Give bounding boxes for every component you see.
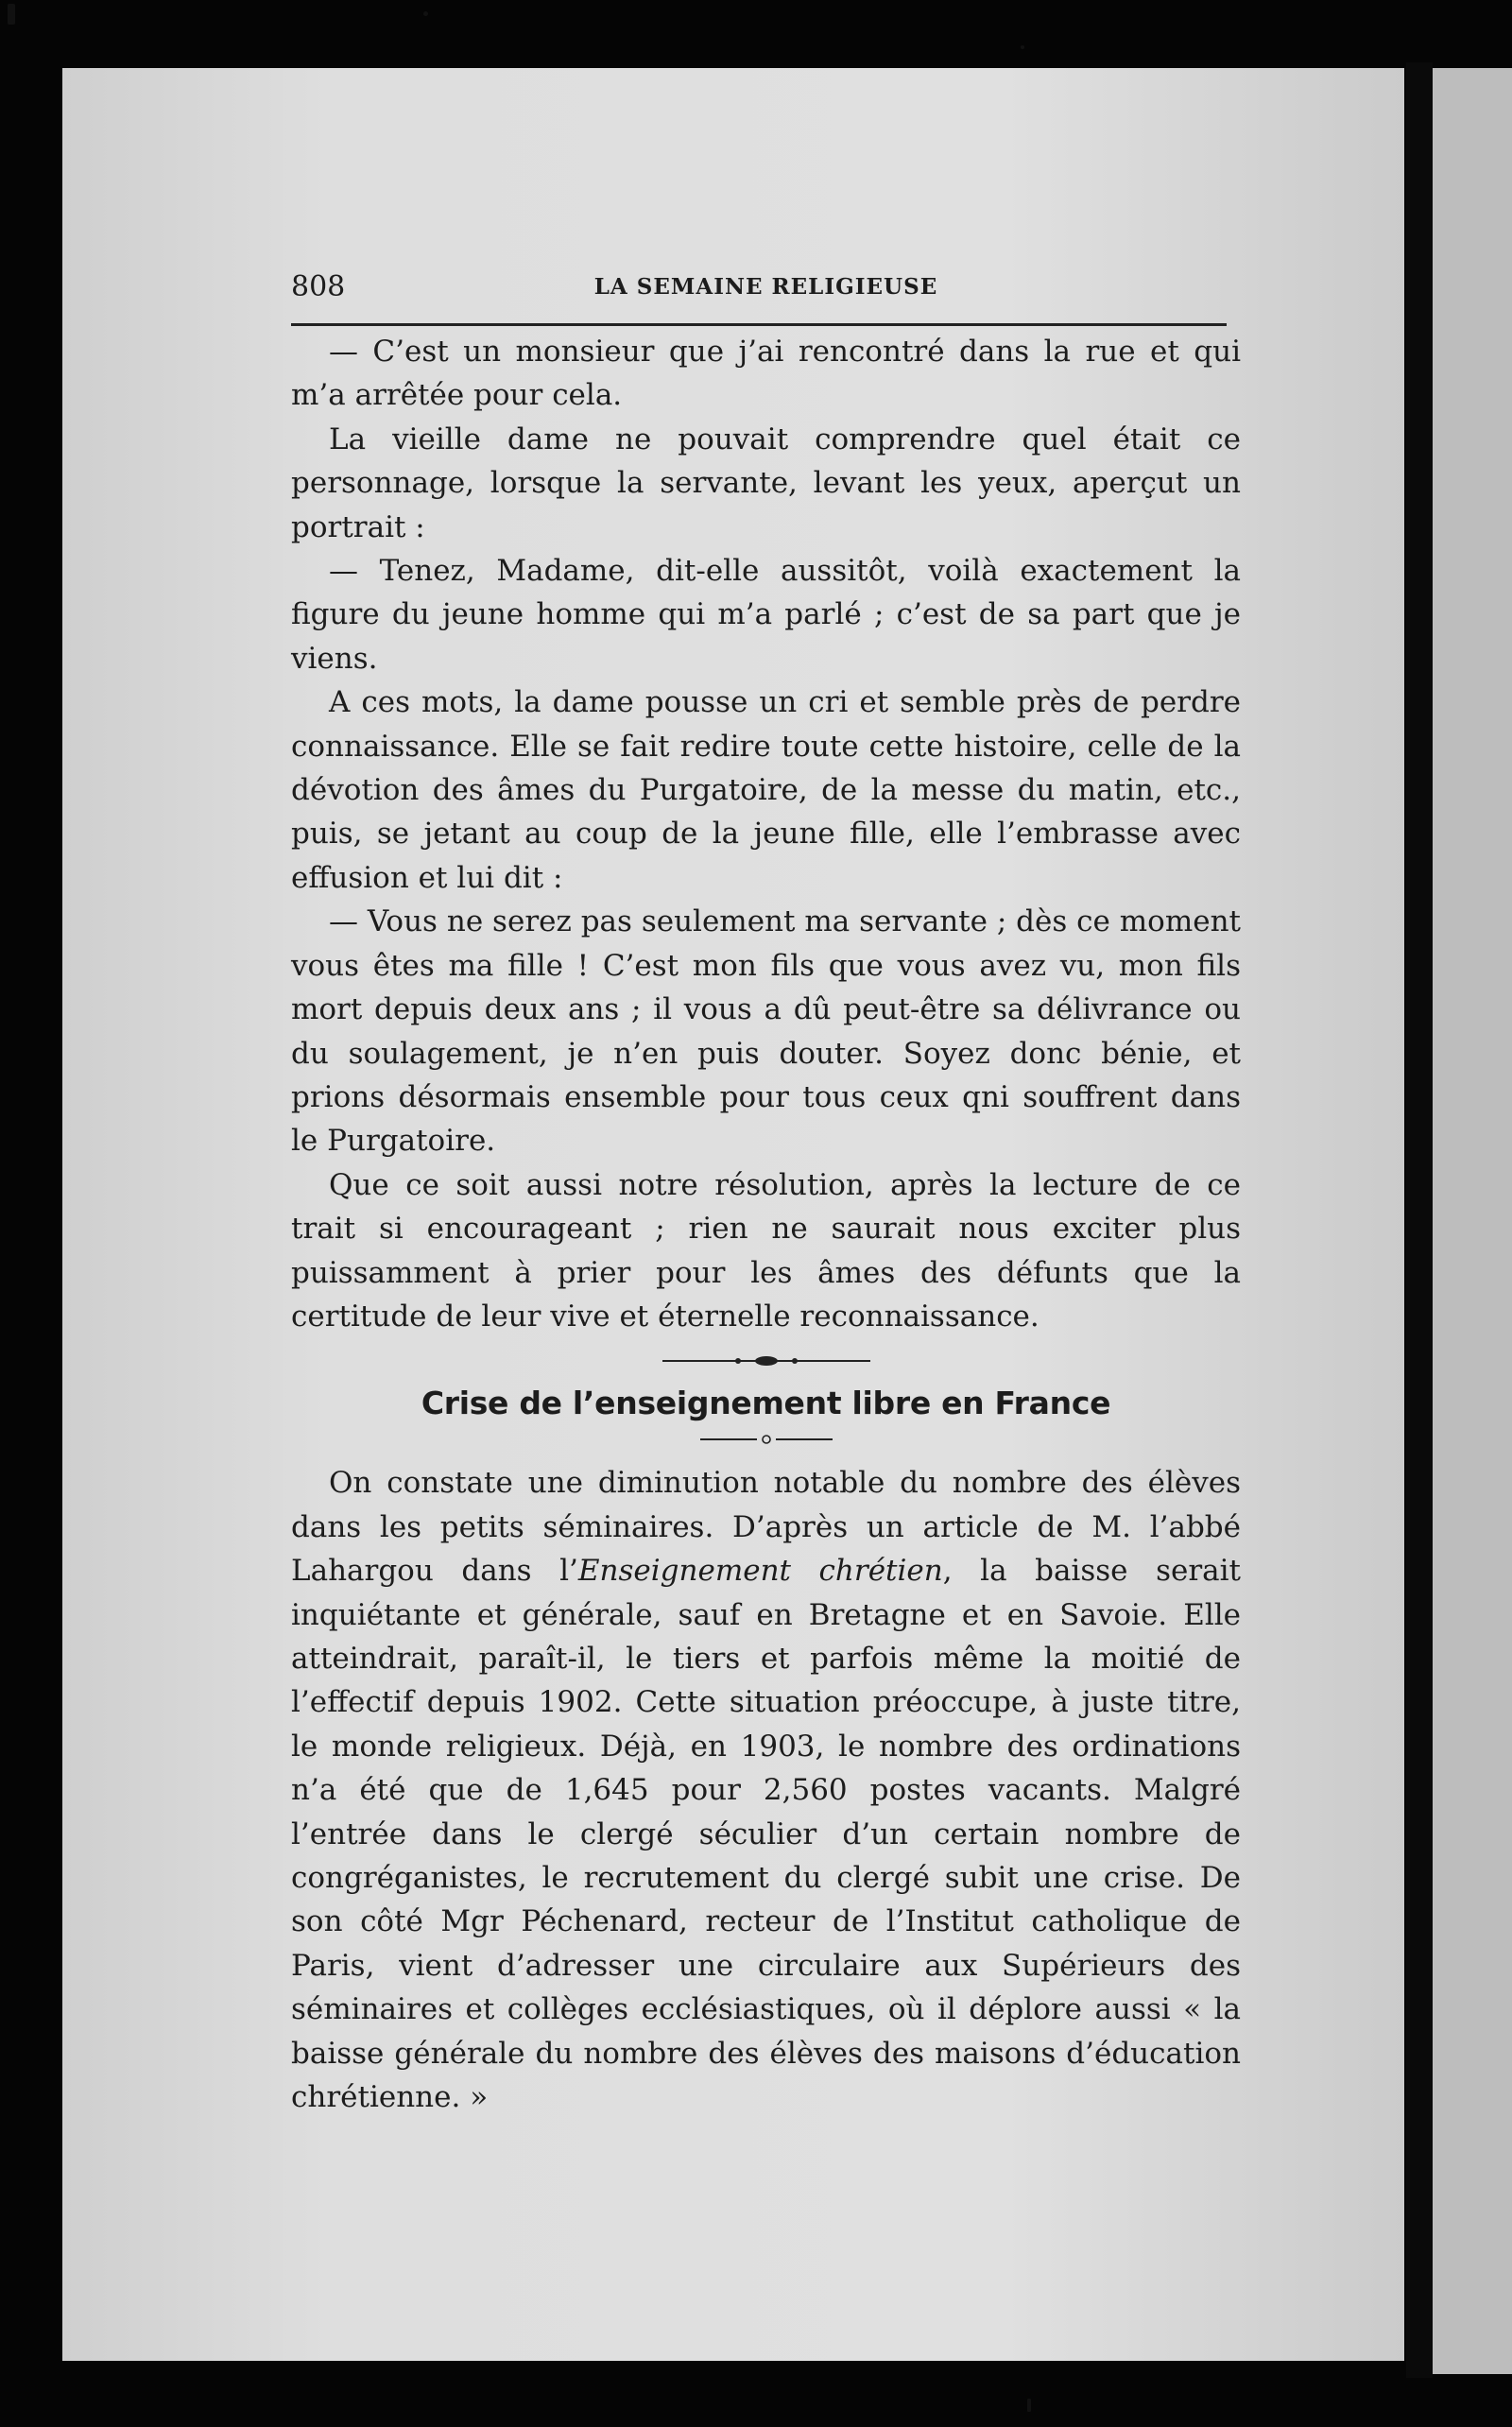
paragraph: A ces mots, la dame pousse un cri et semble près de perdre connaissance. Elle se fait redire toute cette histoire, celle de la dévotion des âmes du Purgatoire, de la messe du matin, etc., puis, se jetant au coup de la jeune fille, elle l’embrasse avec effusion et lui dit : <box>291 685 1241 895</box>
publication-title: Enseignement chrétien <box>577 1554 943 1589</box>
scan-speck <box>423 11 428 16</box>
paragraph: La vieille dame ne pouvait comprendre quel était ce personnage, lorsque la servante, levant les yeux, aperçut un portrait : <box>291 422 1241 544</box>
section-paragraph <box>291 1461 1241 2119</box>
running-head <box>291 267 1241 304</box>
ornament-divider <box>662 1353 870 1368</box>
title-rule <box>700 1433 833 1446</box>
text-run: , la baisse serait inquiétante et générale, sauf en Bretagne et en Savoie. Elle atteindrait, paraît-il, le tiers et parfois même la moitié de l’effectif depuis 1902. Cette situation préoccupe, à juste titre, le monde religieux. Déjà, en 1903, le nombre des ordinations n’a été que de 1,645 pour 2,560 postes vacants. Malgré l’entrée dans le clergé séculier d’un certain nombre de congréganistes, le recrutement du clergé subit une crise. De son côté Mgr Péchenard, recteur de l’Institut catholique de Paris, vient d’adresser une circulaire aux Supérieurs des séminaires et collèges ecclésiastiques, où il déplore aussi « la baisse générale du nombre des élèves des maisons d’éducation chrétienne. » <box>291 1554 1241 2115</box>
paragraph: — Tenez, Madame, dit-elle aussitôt, voilà exactement la figure du jeune homme qui m’a parlé ; c’est de sa part que je viens. <box>291 554 1241 676</box>
paragraph: — Vous ne serez pas seulement ma servante ; dès ce moment vous êtes ma fille ! C’est mon fils que vous avez vu, mon fils mort depuis deux ans ; il vous a dû peut-être sa délivrance ou du soulagement, je n’en puis douter. Soyez donc bénie, et prions désormais ensemble pour tous ceux qni souffrent dans le Purgatoire. <box>291 904 1241 1159</box>
article-continuation <box>291 330 1241 1338</box>
page-number: 808 <box>291 270 346 303</box>
facing-page-edge <box>1433 68 1512 2374</box>
section-title: Crise de l’enseignement libre en France <box>421 1385 1111 1422</box>
header-rule <box>291 323 1227 326</box>
page-gutter <box>1406 62 1433 2378</box>
scan-speck <box>1027 2399 1031 2412</box>
paragraph: — C’est un monsieur que j’ai rencontré dans la rue et qui m’a arrêtée pour cela. <box>291 335 1241 413</box>
text-run: On constate une diminution notable du nombre des élèves dans les petits séminaires. D’après un article de M. l’abbé Lahargou dans l’ <box>291 1466 1241 1589</box>
paragraph: Que ce soit aussi notre résolution, après la lecture de ce trait si encourageant ; rien ne saurait nous exciter plus puissamment à prier pour les âmes des défunts que la certitude de leur vive et éternelle reconnaissance. <box>291 1167 1241 1334</box>
scan-speck <box>1021 45 1024 49</box>
running-title: LA SEMAINE RELIGIEUSE <box>593 274 938 300</box>
scan-speck <box>8 4 15 25</box>
page-content <box>291 267 1241 2119</box>
